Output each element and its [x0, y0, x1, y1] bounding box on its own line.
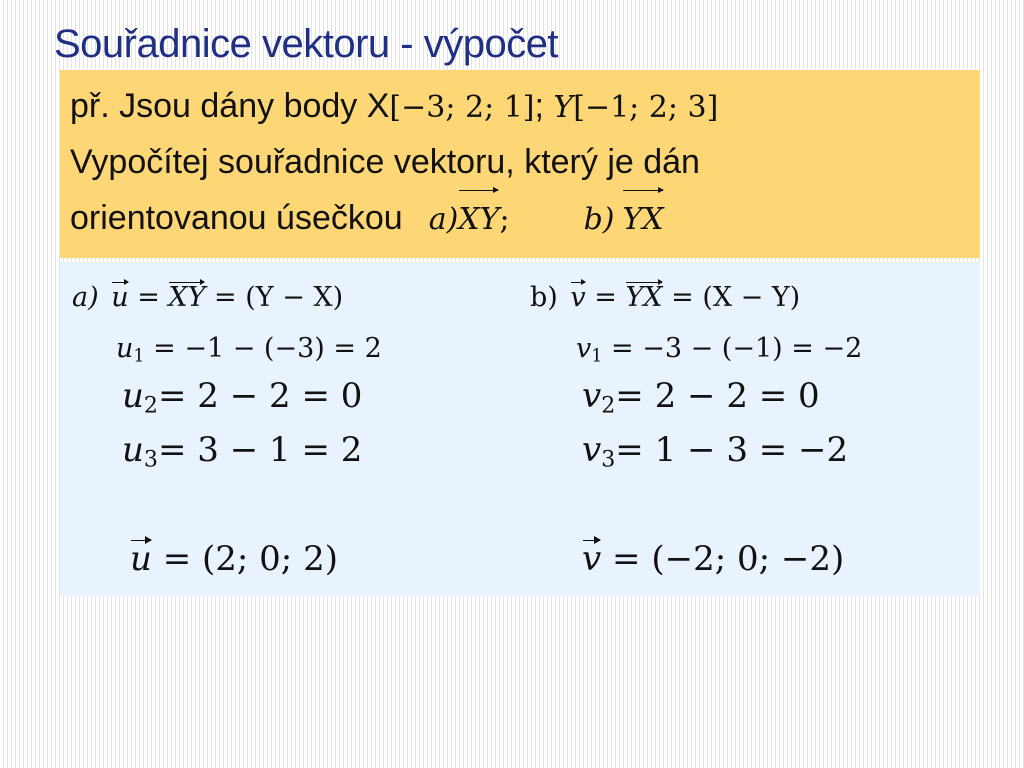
solution-a-def-equals: =: [128, 282, 169, 313]
solution-b-result-vector: v: [582, 539, 602, 579]
part-b-label: b): [583, 202, 615, 237]
solution-b-c2-index: 2: [601, 392, 616, 419]
assignment-box: [60, 70, 980, 258]
solution-a-result: [130, 539, 338, 579]
solution-b-c3-rhs: = 1 − 3 = −2: [615, 430, 849, 470]
slide-title: Souřadnice vektoru - výpočet: [54, 22, 559, 66]
assignment-line-points: [70, 78, 980, 134]
solution-b-c2-rhs: = 2 − 2 = 0: [615, 376, 820, 416]
point-x-coordinates: [−3; 2; 1]: [389, 90, 535, 125]
solution-b-def-equals: =: [585, 282, 626, 313]
assignment-line-parts: [70, 190, 980, 246]
solution-b-label: b): [530, 282, 558, 313]
solution-a-vector-u: u: [111, 282, 129, 313]
solution-b-vector-yx: YX: [625, 282, 663, 313]
part-a-label: a): [428, 202, 459, 237]
part-b-vector: YX: [622, 192, 663, 248]
solution-a-result-rhs: = (2; 0; 2): [151, 539, 338, 579]
solution-a-c1-rhs: = −1 − (−3) = 2: [144, 333, 382, 364]
solution-a-component-1: [116, 335, 382, 366]
solution-a-c1-symbol: u: [116, 333, 134, 364]
solution-a-vector-xy: XY: [168, 282, 206, 313]
solution-a-definition: [72, 284, 343, 311]
solution-a-c2-rhs: = 2 − 2 = 0: [157, 376, 363, 416]
solution-a-component-2: [122, 376, 363, 419]
solution-b-result: [582, 539, 845, 579]
solution-a-c3-rhs: = 3 − 1 = 2: [157, 430, 363, 470]
part-a-tail: ;: [499, 202, 510, 237]
points-separator: ;: [534, 87, 554, 125]
solution-b-c1-symbol: v: [576, 333, 592, 364]
point-y-name: Y: [553, 90, 574, 125]
assignment-prefix: př. Jsou dány body X: [70, 87, 390, 125]
solution-a-component-3: [122, 430, 363, 473]
solution-a-c3-index: 3: [143, 446, 158, 473]
assignment-oriented-text: orientovanou úsečkou: [70, 199, 403, 237]
part-a-vector: XY: [458, 192, 499, 248]
solution-b-def-rhs: = (X − Y): [662, 282, 801, 313]
solution-b-definition: [530, 284, 800, 311]
solution-b-c1-index: 1: [591, 346, 603, 367]
solution-a-label: a): [72, 282, 99, 313]
solution-a-def-rhs: = (Y − X): [205, 282, 344, 313]
solution-a-c2-index: 2: [143, 392, 158, 419]
solution-b-component-2: [582, 376, 820, 419]
solution-b-c3-index: 3: [601, 446, 616, 473]
solution-box: [60, 262, 980, 596]
solution-a-c1-index: 1: [133, 346, 145, 367]
solution-b-component-3: [582, 430, 849, 473]
solution-a-c3-symbol: u: [122, 430, 144, 470]
solution-b-result-rhs: = (−2; 0; −2): [601, 539, 845, 579]
solution-a-result-vector: u: [130, 539, 152, 579]
solution-b-c3-symbol: v: [582, 430, 602, 470]
solution-b-c2-symbol: v: [582, 376, 602, 416]
solution-b-c1-rhs: = −3 − (−1) = −2: [602, 333, 863, 364]
point-y-coordinates: [−1; 2; 3]: [573, 90, 719, 125]
assignment-line-task: Vypočítej souřadnice vektoru, který je dán: [70, 143, 700, 181]
solution-b-component-1: [576, 335, 862, 366]
solution-a-c2-symbol: u: [122, 376, 144, 416]
solution-b-vector-v: v: [570, 282, 586, 313]
